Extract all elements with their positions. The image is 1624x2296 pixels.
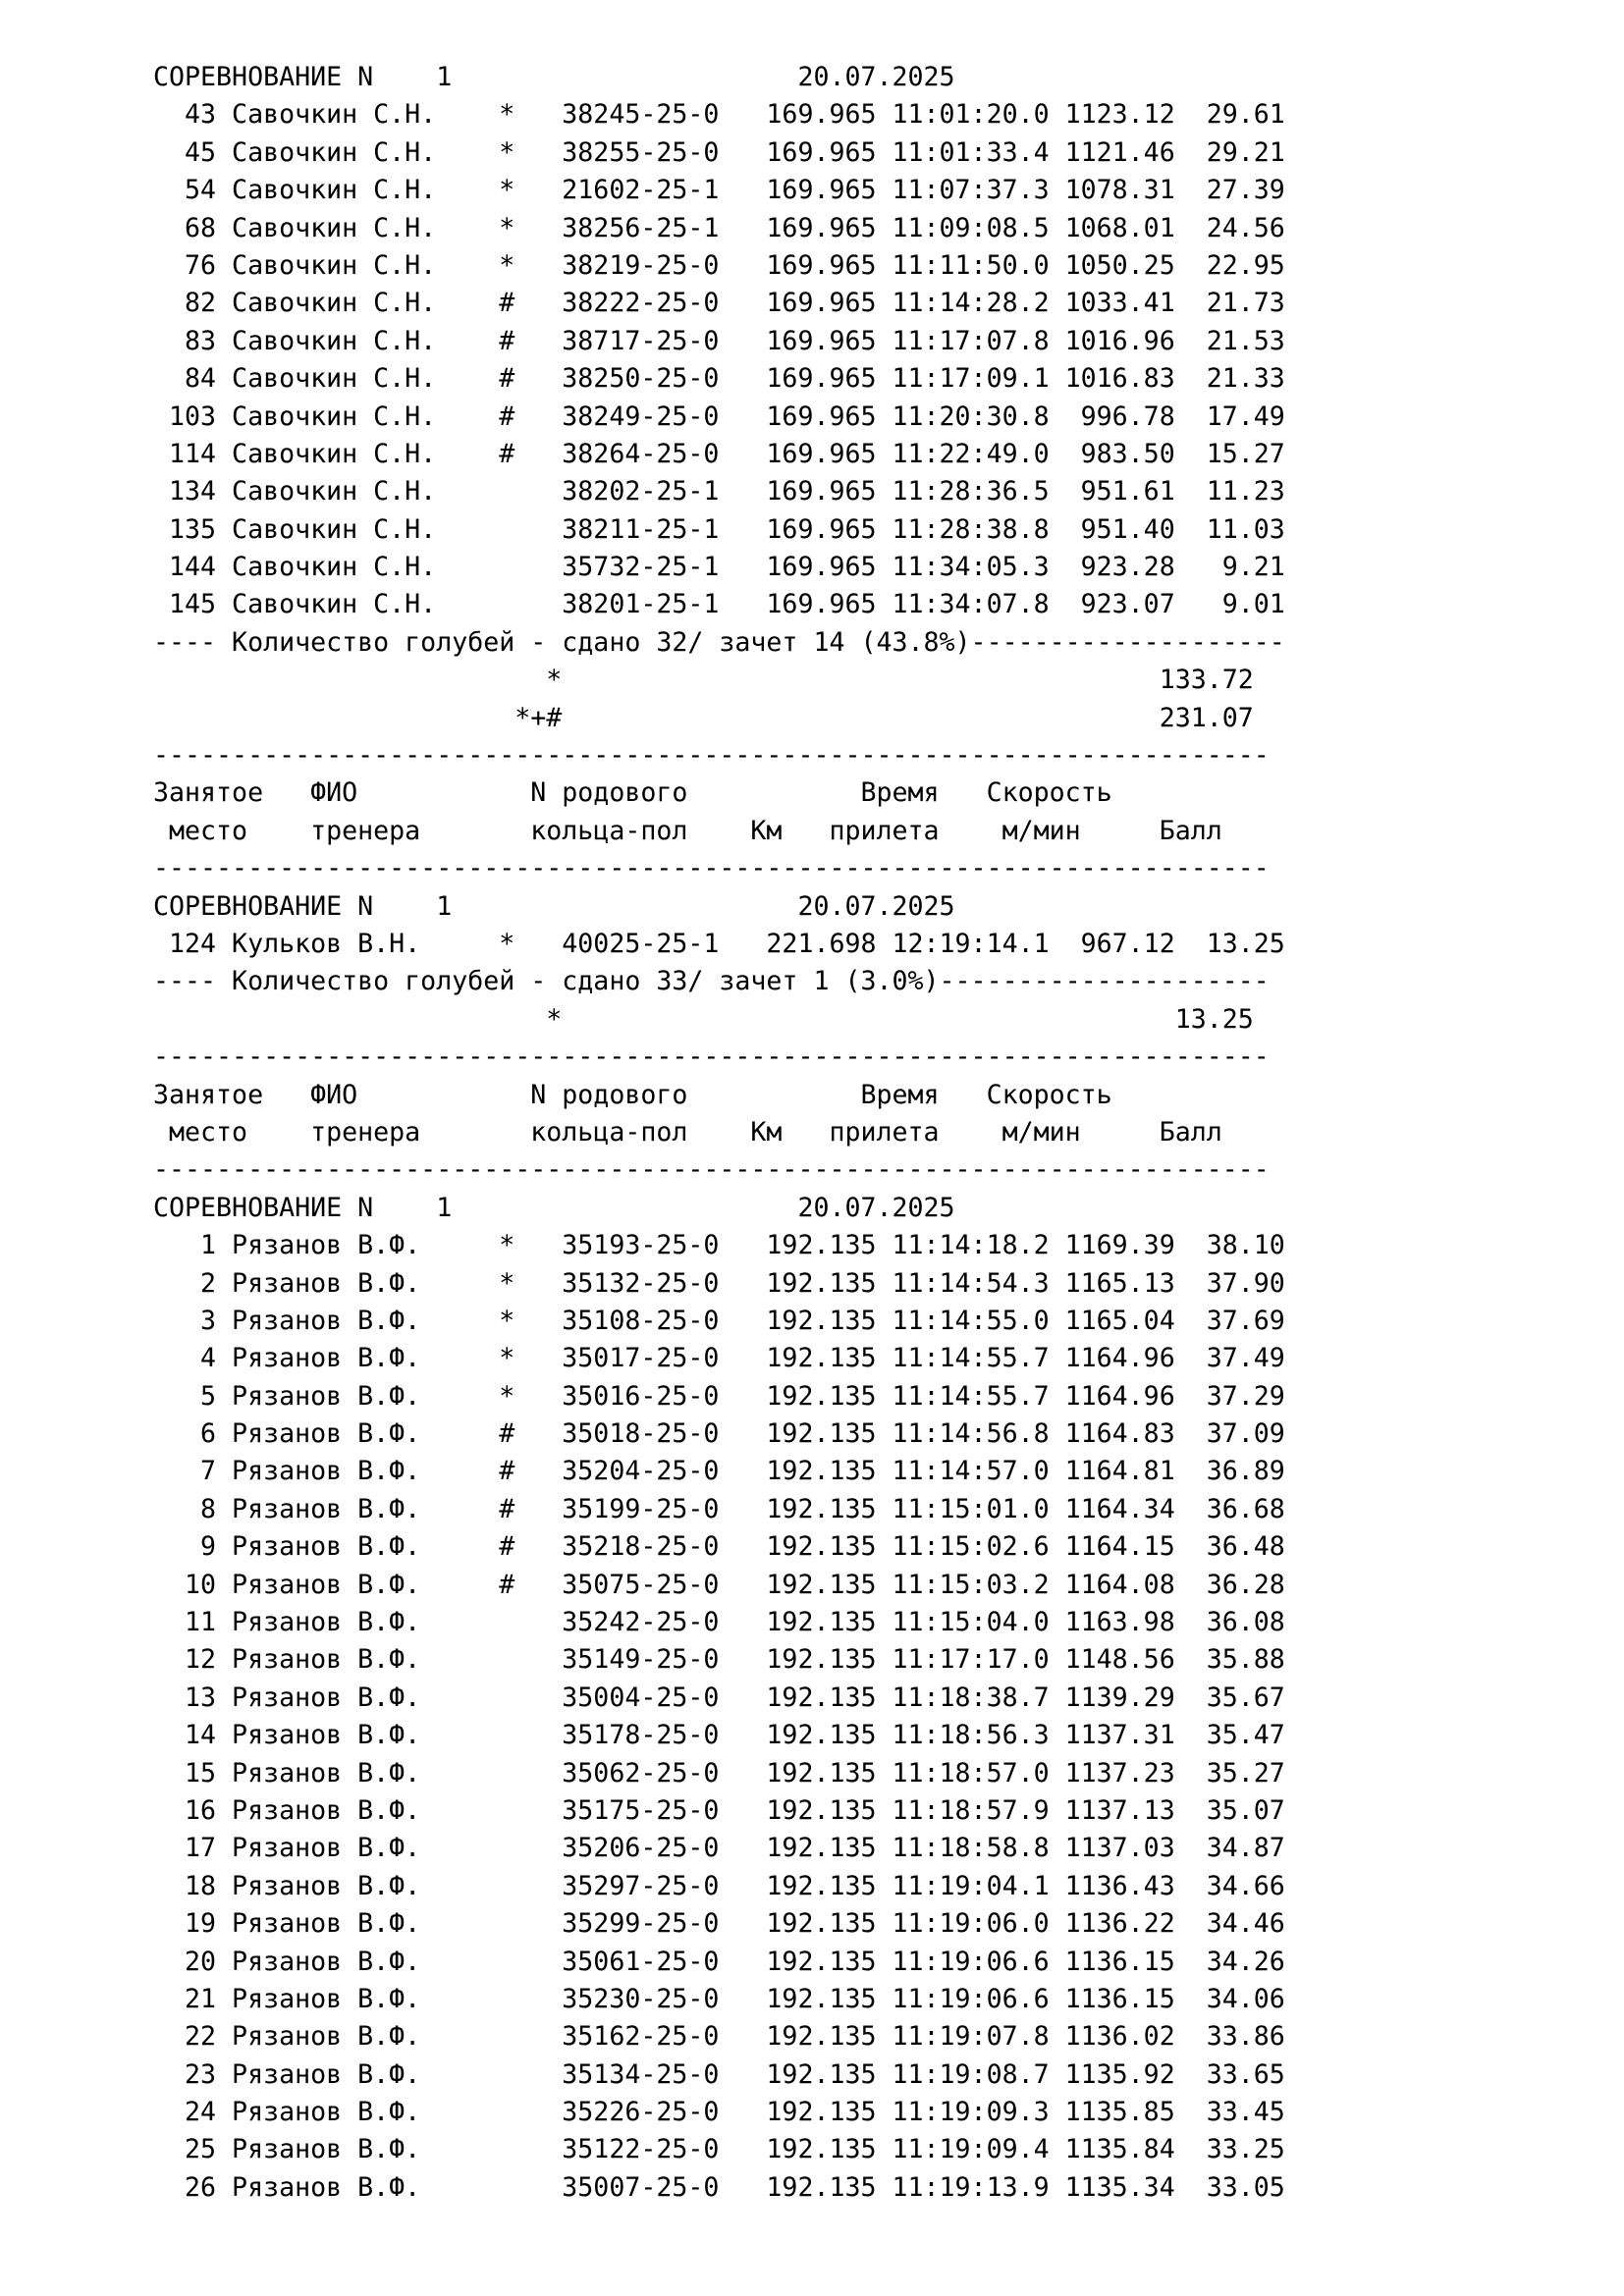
report-line: 43 Савочкин С.Н. * 38245-25-0 169.965 11:01:20.0 1123.12 29.61	[153, 99, 1285, 131]
report-line: 84 Савочкин С.Н. # 38250-25-0 169.965 11:17:09.1 1016.83 21.33	[153, 363, 1285, 395]
report-line: 24 Рязанов В.Ф. 35226-25-0 192.135 11:19:09.3 1135.85 33.45	[153, 2097, 1285, 2128]
report-line: 21 Рязанов В.Ф. 35230-25-0 192.135 11:19:06.6 1136.15 34.06	[153, 1983, 1285, 2014]
report-line: 15 Рязанов В.Ф. 35062-25-0 192.135 11:18:57.0 1137.23 35.27	[153, 1757, 1285, 1789]
report-line: СОРЕВНОВАНИЕ N 1 20.07.2025	[153, 62, 955, 92]
report-line: 135 Савочкин С.Н. 38211-25-1 169.965 11:28:38.8 951.40 11.03	[153, 513, 1285, 545]
report-line: * 13.25	[153, 1003, 1254, 1035]
report-line: ---- Количество голубей - сдано 33/ зачет 1 (3.0%)---------------------	[153, 966, 1270, 997]
report-line: 3 Рязанов В.Ф. * 35108-25-0 192.135 11:14:55.0 1165.04 37.69	[153, 1305, 1285, 1336]
report-line: 23 Рязанов В.Ф. 35134-25-0 192.135 11:19:08.7 1135.92 33.65	[153, 2058, 1285, 2090]
report-line: 9 Рязанов В.Ф. # 35218-25-0 192.135 11:15:02.6 1164.15 36.48	[153, 1531, 1285, 1563]
report-line: 103 Савочкин С.Н. # 38249-25-0 169.965 11:20:30.8 996.78 17.49	[153, 400, 1285, 432]
report-line: 25 Рязанов В.Ф. 35122-25-0 192.135 11:19:09.4 1135.84 33.25	[153, 2134, 1285, 2165]
report-line: 7 Рязанов В.Ф. # 35204-25-0 192.135 11:14:57.0 1164.81 36.89	[153, 1456, 1285, 1487]
report-line: 114 Савочкин С.Н. # 38264-25-0 169.965 11:22:49.0 983.50 15.27	[153, 438, 1285, 469]
report-line: 16 Рязанов В.Ф. 35175-25-0 192.135 11:18:57.9 1137.13 35.07	[153, 1794, 1285, 1826]
report-line: 83 Савочкин С.Н. # 38717-25-0 169.965 11:17:07.8 1016.96 21.53	[153, 325, 1285, 356]
report-line: СОРЕВНОВАНИЕ N 1 20.07.2025	[153, 1192, 955, 1223]
report-line: 144 Савочкин С.Н. 35732-25-1 169.965 11:34:05.3 923.28 9.21	[153, 552, 1285, 583]
report-line: Занятое ФИО N родового Время Скорость	[153, 777, 1112, 809]
report-line: 18 Рязанов В.Ф. 35297-25-0 192.135 11:19:04.1 1136.43 34.66	[153, 1870, 1285, 1901]
report-line: СОРЕВНОВАНИЕ N 1 20.07.2025	[153, 890, 955, 922]
report-line: * 133.72	[153, 665, 1254, 696]
report-line: 22 Рязанов В.Ф. 35162-25-0 192.135 11:19:07.8 1136.02 33.86	[153, 2021, 1285, 2053]
report-line: 10 Рязанов В.Ф. # 35075-25-0 192.135 11:15:03.2 1164.08 36.28	[153, 1569, 1285, 1600]
report-line: 145 Савочкин С.Н. 38201-25-1 169.965 11:34:07.8 923.07 9.01	[153, 589, 1285, 620]
report-line: 82 Савочкин С.Н. # 38222-25-0 169.965 11:14:28.2 1033.41 21.73	[153, 288, 1285, 319]
report-line: 1 Рязанов В.Ф. * 35193-25-0 192.135 11:14:18.2 1169.39 38.10	[153, 1230, 1285, 1261]
report-line: 68 Савочкин С.Н. * 38256-25-1 169.965 11:09:08.5 1068.01 24.56	[153, 212, 1285, 243]
report-line: 14 Рязанов В.Ф. 35178-25-0 192.135 11:18:56.3 1137.31 35.47	[153, 1720, 1285, 1751]
report-line: 19 Рязанов В.Ф. 35299-25-0 192.135 11:19:06.0 1136.22 34.46	[153, 1908, 1285, 1940]
report-line: ---- Количество голубей - сдано 32/ зачет 14 (43.8%)--------------------	[153, 626, 1285, 658]
report-line: 124 Кульков В.Н. * 40025-25-1 221.698 12:19:14.1 967.12 13.25	[153, 928, 1285, 959]
report-line: 13 Рязанов В.Ф. 35004-25-0 192.135 11:18:38.7 1139.29 35.67	[153, 1682, 1285, 1713]
report-line: 11 Рязанов В.Ф. 35242-25-0 192.135 11:15:04.0 1163.98 36.08	[153, 1607, 1285, 1638]
report-line: 8 Рязанов В.Ф. # 35199-25-0 192.135 11:15:01.0 1164.34 36.68	[153, 1493, 1285, 1524]
report-line: -----------------------------------------------------------------------	[153, 1041, 1270, 1073]
report-line: место тренера кольца-пол Км прилета м/мин Балл	[153, 1116, 1222, 1148]
report-line: -----------------------------------------------------------------------	[153, 853, 1270, 884]
report-line: 26 Рязанов В.Ф. 35007-25-0 192.135 11:19:13.9 1135.34 33.05	[153, 2171, 1285, 2203]
report-line: 45 Савочкин С.Н. * 38255-25-0 169.965 11:01:33.4 1121.46 29.21	[153, 136, 1285, 168]
report-line: 6 Рязанов В.Ф. # 35018-25-0 192.135 11:14:56.8 1164.83 37.09	[153, 1418, 1285, 1450]
report-line: место тренера кольца-пол Км прилета м/мин Балл	[153, 815, 1222, 846]
report-line: 54 Савочкин С.Н. * 21602-25-1 169.965 11:07:37.3 1078.31 27.39	[153, 175, 1285, 206]
report-line: *+# 231.07	[153, 702, 1254, 733]
report-line: 76 Савочкин С.Н. * 38219-25-0 169.965 11:11:50.0 1050.25 22.95	[153, 249, 1285, 281]
report-line: Занятое ФИО N родового Время Скорость	[153, 1079, 1112, 1110]
report-line: 5 Рязанов В.Ф. * 35016-25-0 192.135 11:14:55.7 1164.96 37.29	[153, 1380, 1285, 1412]
report-line: 2 Рязанов В.Ф. * 35132-25-0 192.135 11:14:54.3 1165.13 37.90	[153, 1267, 1285, 1299]
report-line: -----------------------------------------------------------------------	[153, 1154, 1270, 1186]
report-line: 20 Рязанов В.Ф. 35061-25-0 192.135 11:19:06.6 1136.15 34.26	[153, 1946, 1285, 1977]
report-line: 12 Рязанов В.Ф. 35149-25-0 192.135 11:17:17.0 1148.56 35.88	[153, 1644, 1285, 1676]
report-line: 134 Савочкин С.Н. 38202-25-1 169.965 11:28:36.5 951.61 11.23	[153, 476, 1285, 507]
report-line: 17 Рязанов В.Ф. 35206-25-0 192.135 11:18:58.8 1137.03 34.87	[153, 1833, 1285, 1864]
report-line: 4 Рязанов В.Ф. * 35017-25-0 192.135 11:14:55.7 1164.96 37.49	[153, 1343, 1285, 1374]
race-results-report	[0, 59, 1624, 2207]
report-line: -----------------------------------------------------------------------	[153, 740, 1270, 772]
